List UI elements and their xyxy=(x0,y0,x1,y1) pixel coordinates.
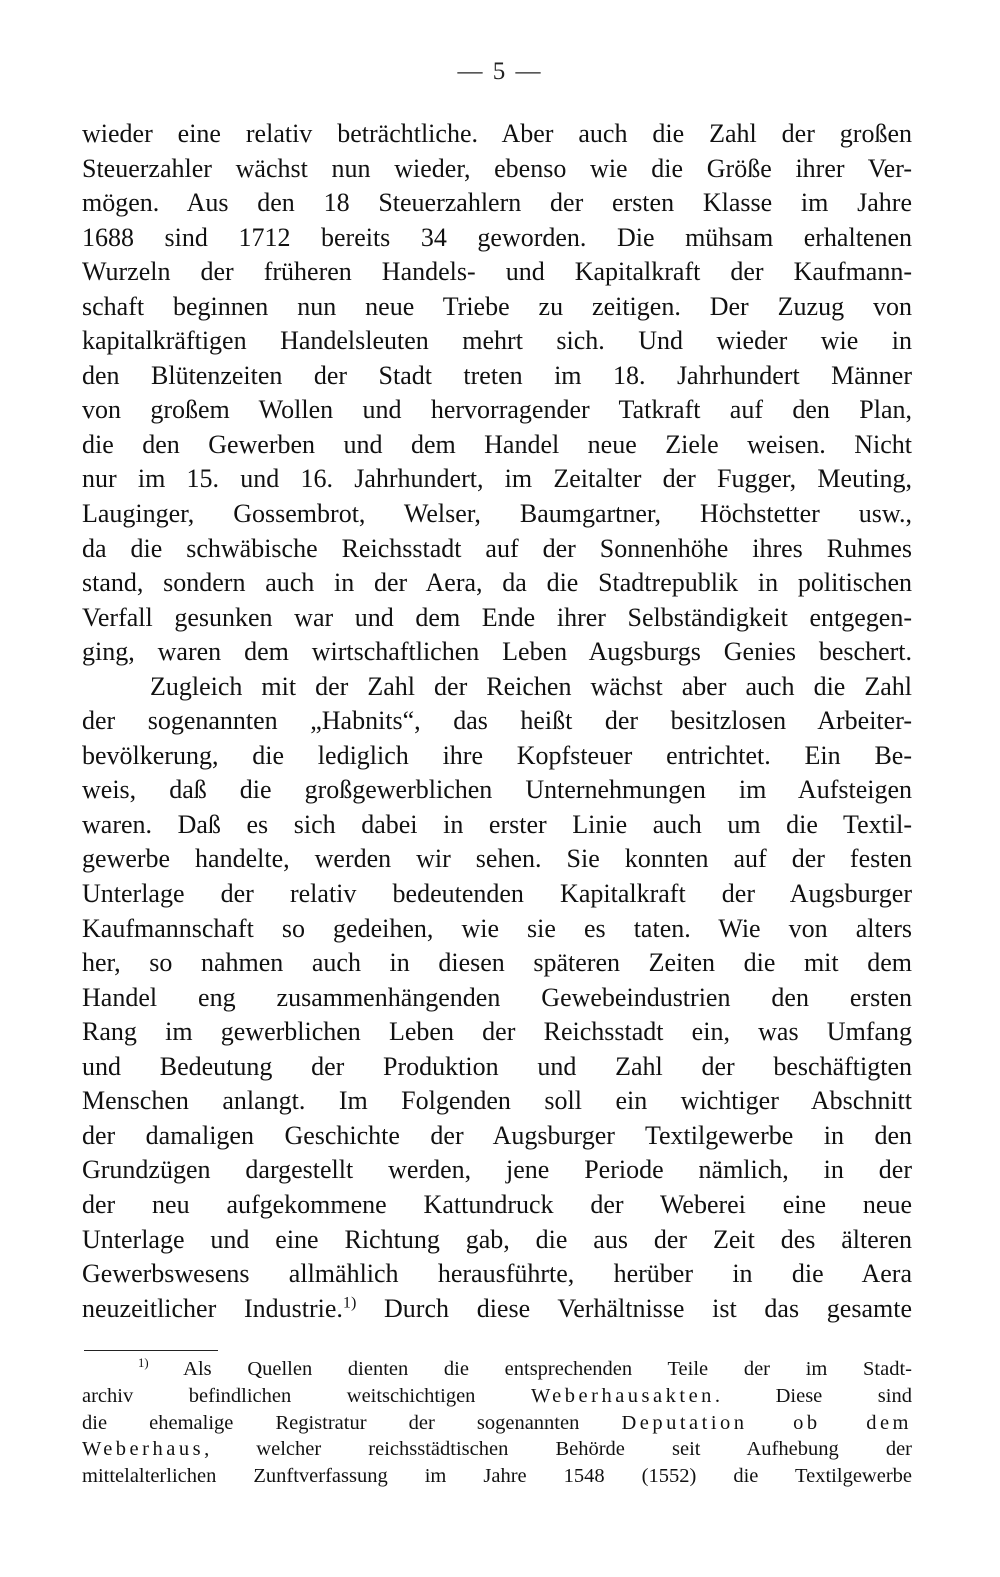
text-segment: Durch diese Verhältnisse ist das gesamte xyxy=(356,1293,912,1323)
text-line: und Bedeutung der Produktion und Zahl der beschäftigten xyxy=(82,1051,912,1081)
text-line: Menschen anlangt. Im Folgenden soll ein wichtiger Abschnitt xyxy=(82,1086,912,1116)
footnote-line xyxy=(82,1436,912,1463)
footnote-line xyxy=(82,1356,912,1383)
text-line: von großem Wollen und hervorragender Tatkraft auf den Plan, xyxy=(82,395,912,425)
text-line: nur im 15. und 16. Jahrhundert, im Zeitalter der Fugger, Meuting, xyxy=(82,464,912,494)
body-text xyxy=(82,117,912,1326)
footnote-text: , welcher reichsstädtischen Behörde seit Aufhebung der xyxy=(204,1438,912,1461)
text-line: Gewerbswesens allmählich herausführte, herüber in die Aera xyxy=(82,1259,912,1289)
paragraph-last-line: ging, waren dem wirtschaftlichen Leben Augsburgs Genies beschert. xyxy=(82,637,912,667)
paragraph-first-line: Zugleich mit der Zahl der Reichen wächst aber auch die Zahl xyxy=(150,671,912,701)
text-line: gewerbe handelte, werden wir sehen. Sie konnten auf der festen xyxy=(82,844,912,874)
footnote-marker: 1) xyxy=(138,1356,149,1371)
text-line: waren. Daß es sich dabei in erster Linie auch um die Textil- xyxy=(82,809,912,839)
text-line: der neu aufgekommene Kattundruck der Weberei eine neue xyxy=(82,1189,912,1219)
text-line: schaft beginnen nun neue Triebe zu zeitigen. Der Zuzug von xyxy=(82,291,912,321)
text-line: bevölkerung, die lediglich ihre Kopfsteuer entrichtet. Ein Be- xyxy=(82,740,912,770)
text-line: stand, sondern auch in der Aera, da die Stadtrepublik in politischen xyxy=(82,568,912,598)
footnote-emphasis: Deputation ob dem xyxy=(621,1411,912,1434)
text-segment: neuzeitlicher Industrie. xyxy=(82,1293,343,1323)
text-line: der sogenannten „Habnits“, das heißt der besitzlosen Arbeiter- xyxy=(82,706,912,736)
text-line: Verfall gesunken war und dem Ende ihrer Selbständigkeit entgegen- xyxy=(82,602,912,632)
footnote-text: . Diese sind xyxy=(714,1384,912,1407)
text-line: wieder eine relativ beträchtliche. Aber auch die Zahl der großen xyxy=(82,119,912,148)
text-line: Lauginger, Gossembrot, Welser, Baumgartner, Höchstetter usw., xyxy=(82,499,912,529)
text-line: Wurzeln der früheren Handels- und Kapitalkraft der Kaufmann- xyxy=(82,257,912,287)
footnote-reference: 1) xyxy=(342,1293,357,1311)
footnote-block xyxy=(82,1356,912,1490)
footnote-emphasis: Weberhaus xyxy=(82,1438,205,1461)
text-line: mögen. Aus den 18 Steuerzahlern der ersten Klasse im Jahre xyxy=(82,188,912,218)
footnote-text: die ehemalige Registratur der sogenannten xyxy=(82,1411,622,1434)
footnote-emphasis: Weberhausakten xyxy=(530,1384,715,1407)
footnote-line xyxy=(82,1410,912,1437)
footnote-line: mittelalterlichen Zunftverfassung im Jahre 1548 (1552) die Textilgewerbe xyxy=(82,1465,912,1488)
footnote-separator xyxy=(84,1350,218,1351)
text-line: den Blütenzeiten der Stadt treten im 18. Jahrhundert Männer xyxy=(82,360,912,390)
text-line: da die schwäbische Reichsstadt auf der Sonnenhöhe ihres Ruhmes xyxy=(82,533,912,563)
text-line: Steuerzahler wächst nun wieder, ebenso wie die Größe ihrer Ver- xyxy=(82,153,912,183)
text-line: Kaufmannschaft so gedeihen, wie sie es taten. Wie von alters xyxy=(82,913,912,943)
text-line: Unterlage und eine Richtung gab, die aus der Zeit des älteren xyxy=(82,1224,912,1254)
text-line: Rang im gewerblichen Leben der Reichsstadt ein, was Umfang xyxy=(82,1017,912,1047)
text-line: der damaligen Geschichte der Augsburger Textilgewerbe in den xyxy=(82,1120,912,1150)
text-line-with-footnote-ref xyxy=(82,1292,912,1327)
text-line: her, so nahmen auch in diesen späteren Zeiten die mit dem xyxy=(82,948,912,978)
footnote-text: archiv befindlichen weitschichtigen xyxy=(82,1384,531,1407)
text-line: Unterlage der relativ bedeutenden Kapitalkraft der Augsburger xyxy=(82,879,912,909)
text-line: 1688 sind 1712 bereits 34 geworden. Die mühsam erhaltenen xyxy=(82,222,912,252)
footnote-text: Als Quellen dienten die entsprechenden Teile der im Stadt- xyxy=(148,1358,912,1380)
text-line: weis, daß die großgewerblichen Unternehmungen im Aufsteigen xyxy=(82,775,912,805)
page-number: — 5 — xyxy=(457,58,543,85)
text-line: die den Gewerben und dem Handel neue Ziele weisen. Nicht xyxy=(82,429,912,459)
text-line: Grundzügen dargestellt werden, jene Periode nämlich, in der xyxy=(82,1155,912,1185)
text-line: kapitalkräftigen Handelsleuten mehrt sich. Und wieder wie in xyxy=(82,326,912,356)
footnote-line xyxy=(82,1383,912,1410)
text-line: Handel eng zusammenhängenden Gewebeindustrien den ersten xyxy=(82,982,912,1012)
